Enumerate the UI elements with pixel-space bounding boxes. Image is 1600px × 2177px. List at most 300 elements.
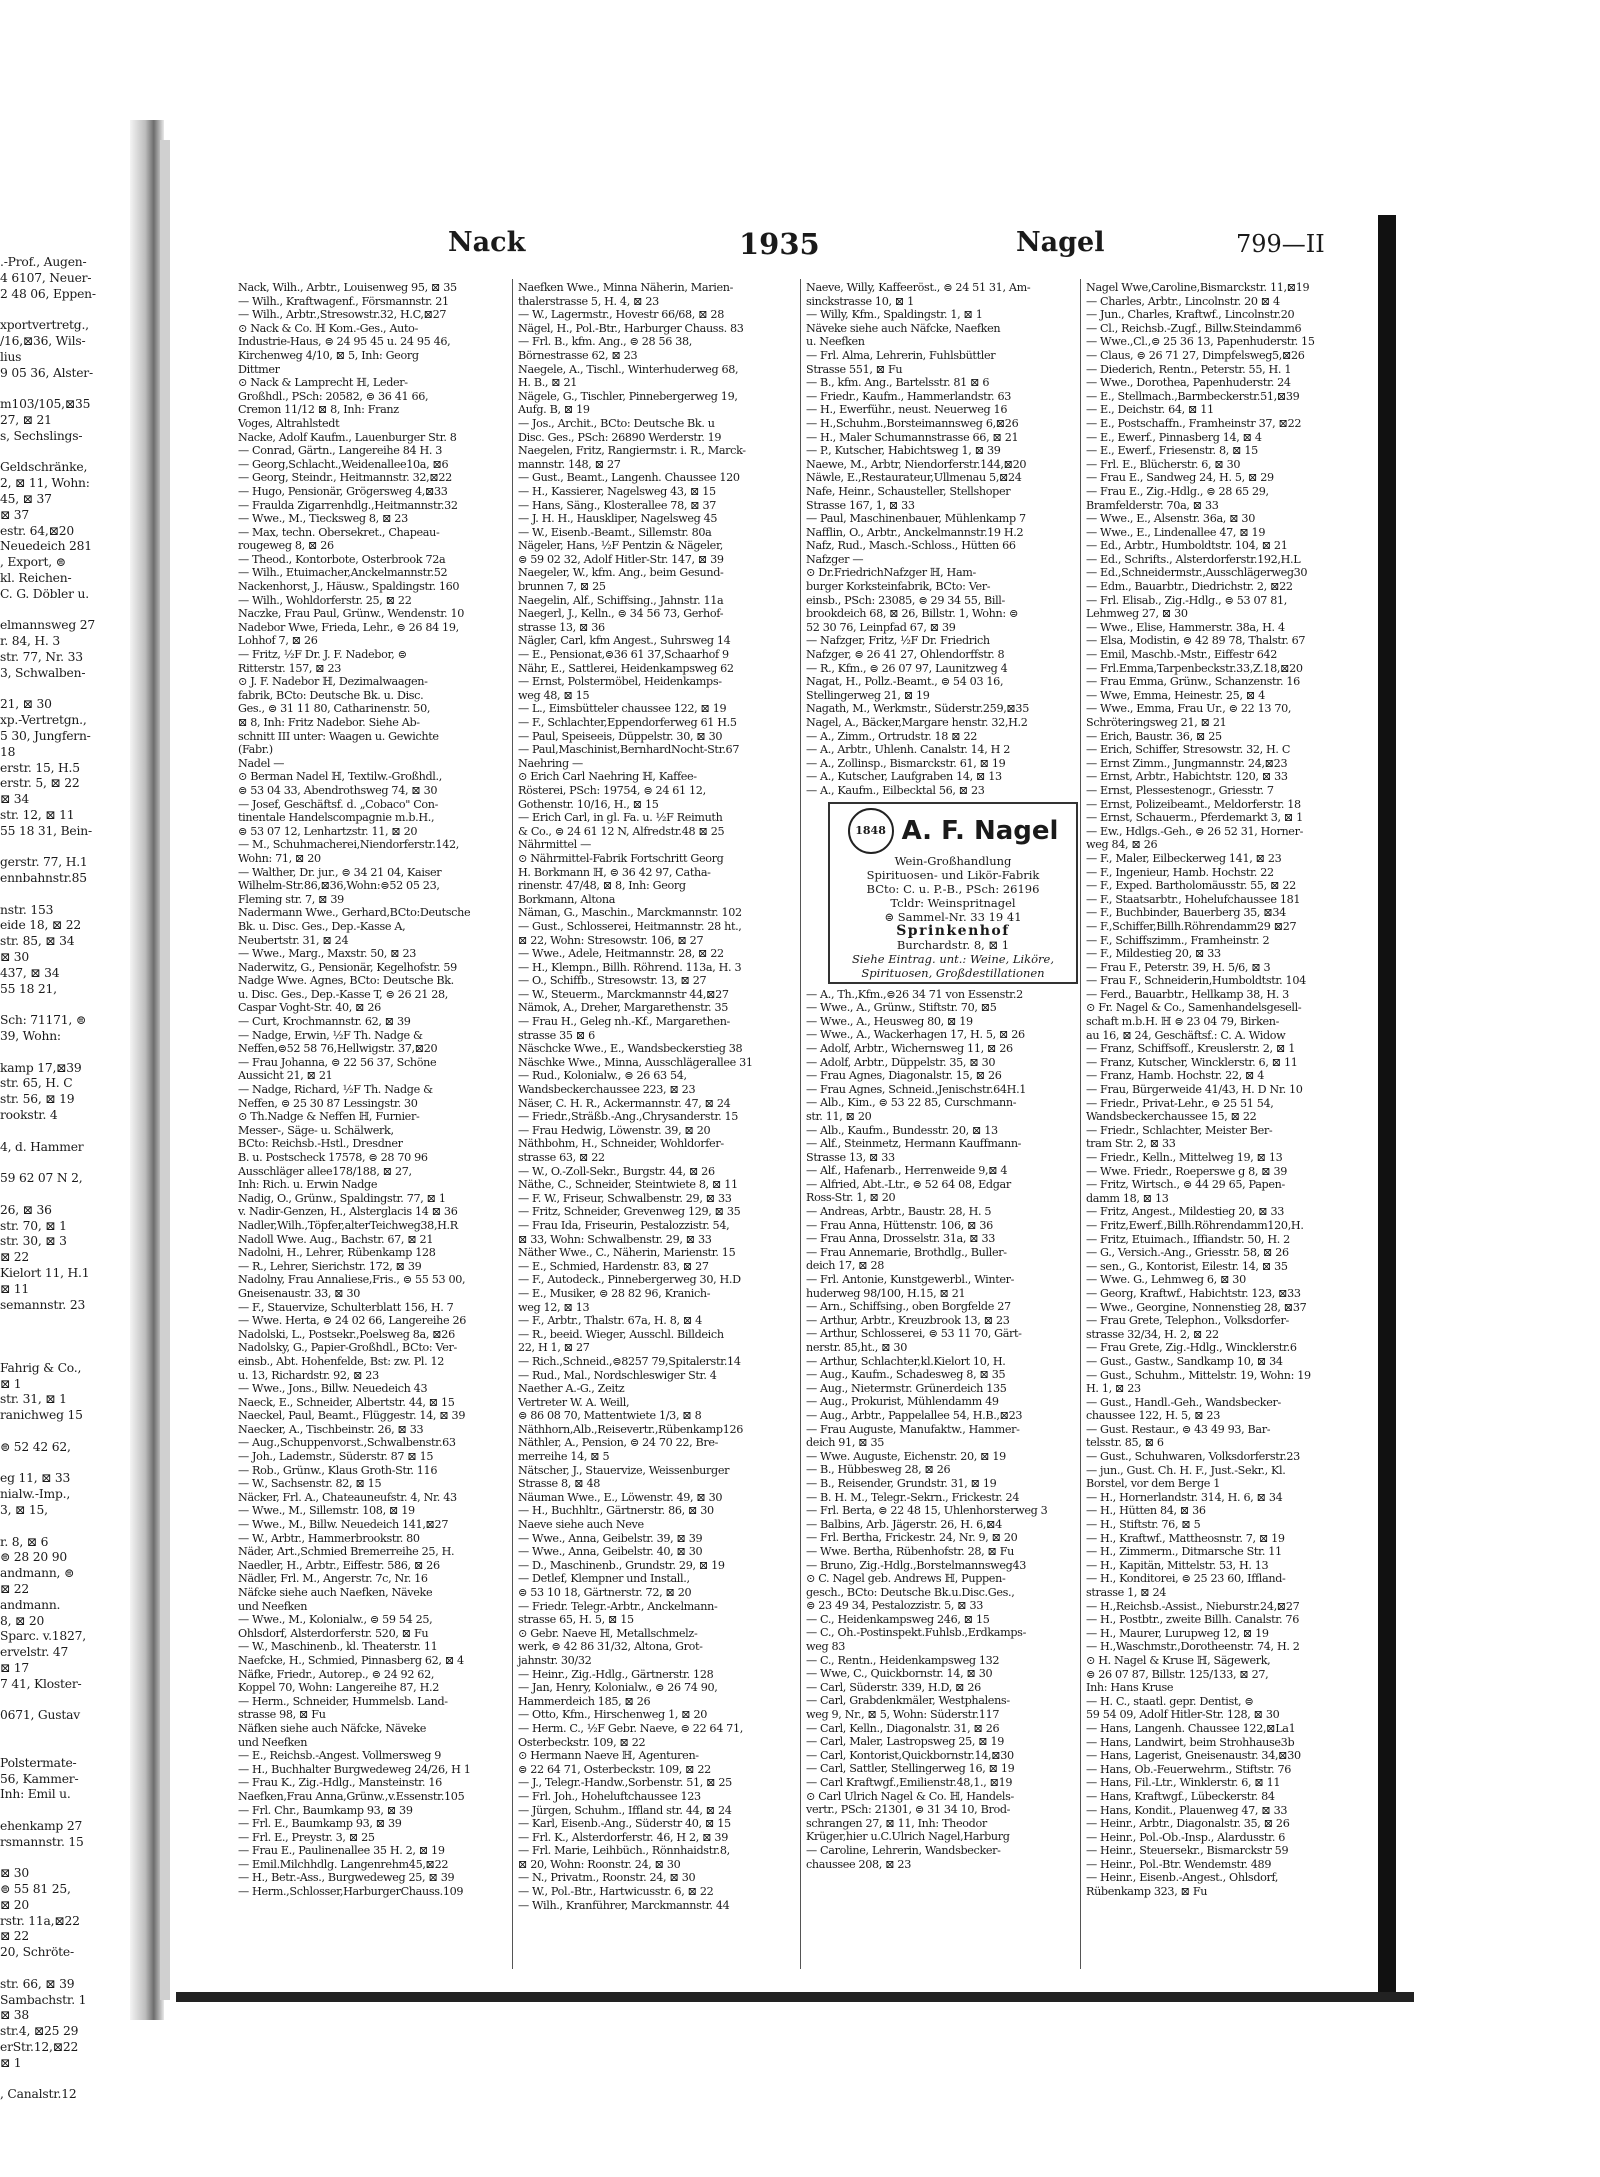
facing-page-line: , Canalstr.12: [0, 2087, 77, 2102]
directory-entry-line: strasse 32/34, H. 2, ⊠ 22: [1086, 1327, 1219, 1341]
facing-page-fragment: [0, 255, 128, 2102]
directory-entry-line: — N., Privatm., Roonstr. 24, ⊠ 30: [518, 1871, 696, 1885]
directory-entry-line: Nährmittel —: [518, 838, 591, 852]
directory-entry-line: Nagath, M., Werkmstr., Süderstr.259,⊠35: [806, 702, 1029, 716]
facing-page-line: 4 6107, Neuer-: [0, 270, 92, 285]
directory-entry-line: merreihe 14, ⊠ 5: [518, 1450, 610, 1464]
directory-entry-line: — H., Hornerlandstr. 314, H. 6, ⊠ 34: [1086, 1490, 1283, 1504]
directory-entry-line: Nacke, Adolf Kaufm., Lauenburger Str. 8: [238, 430, 457, 444]
directory-entry-line: Naegeler, W., kfm. Ang., beim Gesund-: [518, 566, 724, 580]
directory-entry-line: — Heinr., Pol.-Ob.-Insp., Alardusstr. 6: [1086, 1830, 1285, 1844]
directory-entry-line: — Willy, Kfm., Spaldingstr. 1, ⊠ 1: [806, 308, 983, 322]
facing-page-line: [0, 445, 128, 461]
facing-page-line: 5 30, Jungfern-: [0, 728, 91, 743]
directory-entry-line: — Aug.,Schuppenvorst.,Schwalbenstr.63: [238, 1436, 456, 1450]
directory-entry-line: Nadge Wwe. Agnes, BCto: Deutsche Bk.: [238, 974, 454, 988]
directory-entry-line: — Hans, Säng., Klosterallee 78, ⊠ 37: [518, 498, 717, 512]
directory-entry-line: — Jos., Archit., BCto: Deutsche Bk. u: [518, 416, 715, 430]
directory-entry-line: Nagel, A., Bäcker,Margare henstr. 32,H.2: [806, 716, 1028, 729]
directory-entry-line: u. Neefken: [806, 335, 865, 349]
directory-entry-line: — H., Maurer, Lurupweg 12, ⊠ 19: [1086, 1626, 1269, 1640]
directory-entry-line: — Emil.Milchhdlg. Langenrehm45,⊠22: [238, 1857, 449, 1871]
directory-entry-line: — Frl. Marie, Leihbüch., Rönnhaidstr.8,: [518, 1844, 730, 1858]
directory-entry-line: — Wwe., Elise, Hammerstr. 38a, H. 4: [1086, 620, 1285, 634]
directory-entry-line: Cremon 11/12 ⊠ 8, Inh: Franz: [238, 403, 399, 417]
directory-entry-line: — Ernst Zimm., Jungmannstr. 24,⊠23: [1086, 756, 1288, 770]
facing-page-line: [0, 1329, 128, 1345]
facing-page-line: 59 62 07 N 2,: [0, 1171, 83, 1186]
directory-entry-line: Naeckel, Paul, Beamt., Flüggestr. 14, ⊠ 39: [238, 1409, 466, 1423]
directory-entry-line: — Wwe., M., Kolonialw., ⊜ 59 54 25,: [238, 1613, 433, 1627]
facing-page-line: [0, 381, 128, 397]
directory-entry-line: — Hans, Landwirt, beim Strohhause3b: [1086, 1735, 1295, 1749]
directory-entry-line: ⊜ 23 49 34, Pestalozzistr. 5, ⊠ 33: [806, 1599, 984, 1613]
directory-entry-line: — Ernst, Arbtr., Habichtstr. 120, ⊠ 33: [1086, 770, 1288, 784]
directory-entry-line: — C., Heidenkampsweg 246, ⊠ 15: [806, 1612, 990, 1626]
directory-entry-line: — Wwe., A., Wackerhagen 17, H. 5, ⊠ 26: [806, 1028, 1025, 1042]
directory-entry-line: Nägler, Carl, kfm Angest., Suhrsweg 14: [518, 634, 731, 648]
directory-entry-line: — Hans, Lagerist, Gneisenaustr. 34,⊠30: [1086, 1749, 1301, 1763]
directory-entry-line: — Herm.,Schlosser,HarburgerChauss.109: [238, 1885, 464, 1899]
page-edge-shadow: [176, 1992, 1414, 2002]
directory-entry-line: — E., Deichstr. 64, ⊠ 11: [1086, 403, 1214, 417]
directory-entry-line: weg 9, Nr., ⊠ 5, Wohn: Süderstr.117: [806, 1708, 1000, 1722]
directory-entry-line: ⊜ 86 08 70, Mattentwiete 1/3, ⊠ 8: [518, 1409, 702, 1423]
facing-page-line: 39, Wohn:: [0, 1029, 61, 1044]
facing-page-line: andmann, ⊜: [0, 1566, 75, 1581]
directory-entry-line: — Gust., Schuhm., Mittelstr. 19, Wohn: 19: [1086, 1368, 1311, 1382]
directory-entry-line: Aussicht 21, ⊠ 21: [238, 1069, 333, 1083]
directory-entry-line: — Gust., Gastw., Sandkamp 10, ⊠ 34: [1086, 1354, 1283, 1368]
directory-entry-line: — Hans, Ob.-Feuerwehrm., Stiftstr. 76: [1086, 1762, 1291, 1776]
directory-entry-line: — Georg, Steindr., Heitmannstr. 32,⊠22: [238, 471, 452, 485]
facing-page-line: Geldschränke,: [0, 460, 88, 475]
directory-entry-line: Osterbeckstr. 109, ⊠ 22: [518, 1735, 646, 1749]
directory-entry-line: — D., Maschinenb., Grundstr. 29, ⊠ 19: [518, 1558, 725, 1572]
directory-entry-line: — Rob., Grünw., Klaus Groth-Str. 116: [238, 1463, 438, 1477]
directory-entry-line: — Josef, Geschäftsf. d. „Cobaco" Con-: [238, 797, 439, 811]
directory-entry-line: Neubertstr. 31, ⊠ 24: [238, 933, 349, 947]
directory-entry-line: — Frau Grete, Zig.-Hdlg., Wincklerstr.6: [1086, 1341, 1297, 1355]
directory-entry-line: Nadig, O., Grünw., Spaldingstr. 77, ⊠ 1: [238, 1191, 446, 1205]
directory-entry-line: Näfcke siehe auch Naefken, Näveke: [238, 1586, 433, 1599]
directory-entry-line: — A., Zimm., Ortrudstr. 18 ⊠ 22: [806, 729, 978, 743]
directory-entry-line: Bk. u. Disc. Ges., Dep.-Kasse A,: [238, 919, 406, 933]
directory-entry-line: — H., Konditorei, ⊜ 25 23 60, Iffland-: [1086, 1572, 1286, 1586]
facing-page-line: erStr.12,⊠22: [0, 2040, 79, 2055]
directory-entry-line: — Frau Emma, Grünw., Schanzenstr. 16: [1086, 675, 1300, 689]
facing-page-line: lius: [0, 349, 22, 364]
directory-entry-line: strasse 35 ⊠ 6: [518, 1028, 595, 1042]
directory-entry-line: — Ernst, Polizeibeamt., Meldorferstr. 18: [1086, 797, 1301, 811]
facing-page-line: str. 66, ⊠ 39: [0, 1976, 75, 1991]
directory-entry-line: — F. W., Friseur, Schwalbenstr. 29, ⊠ 33: [518, 1191, 732, 1205]
facing-page-line: ⊠ 1: [0, 1376, 22, 1391]
directory-entry-line: — Georg,Schlacht.,Weidenallee10a, ⊠6: [238, 457, 449, 471]
directory-entry-line: — Aug., Arbtr., Pappelallee 54, H.B.,⊠23: [806, 1408, 1023, 1422]
facing-page-line: ⊠ 38: [0, 2008, 30, 2023]
directory-entry-line: — Frl. Alma, Lehrerin, Fuhlsbüttler: [806, 348, 996, 362]
directory-entry-line: — Frl. B., kfm. Ang., ⊜ 28 56 38,: [518, 335, 692, 349]
directory-entry-line: — Nadge, Erwin, ½F Th. Nadge &: [238, 1028, 423, 1042]
directory-entry-line: — E., Ewerf., Pinnasberg 14, ⊠ 4: [1086, 430, 1262, 444]
ad-heading: [836, 808, 1070, 854]
directory-entry-line: ⊙ Nährmittel-Fabrik Fortschritt Georg: [518, 851, 724, 865]
directory-entry-line: — Frau, Bürgerweide 41/43, H. D Nr. 10: [1086, 1083, 1303, 1097]
directory-entry-line: — Ew., Hdlgs.-Geh., ⊜ 26 52 31, Horner-: [1086, 824, 1303, 838]
facing-page-line: [0, 603, 128, 619]
directory-entry-line: — O., Schiffb., Stresowstr. 13, ⊠ 27: [518, 974, 707, 988]
directory-entry-line: ⊜ 53 07 12, Lenhartzstr. 11, ⊠ 20: [238, 824, 418, 838]
directory-entry-line: — Wilh., Kraftwagenf., Försmannstr. 21: [238, 294, 449, 308]
directory-entry-line: Näschcke Wwe., E., Wandsbeckerstieg 38: [518, 1042, 743, 1056]
directory-entry-line: — Wwe., Emma, Frau Ur., ⊜ 22 13 70,: [1086, 702, 1292, 716]
directory-entry-line: Nädler, Frl. M., Angerstr. 7c, Nr. 16: [238, 1572, 428, 1586]
directory-entry-line: — Erich, Baustr. 36, ⊠ 25: [1086, 729, 1222, 743]
directory-entry-line: und Neefken: [238, 1599, 308, 1613]
directory-entry-line: Nadler,Wilh.,Töpfer,alterTeichweg38,H.R: [238, 1218, 458, 1232]
facing-page-line: xportvertretg.,: [0, 318, 89, 333]
ad-building: Sprinkenhof: [896, 922, 1010, 939]
directory-entry-line: ⊙ Fr. Nagel & Co., Samenhandelsgesell-: [1086, 1001, 1302, 1015]
directory-entry-line: — F., Buchbinder, Bauerberg 35, ⊠34: [1086, 906, 1286, 920]
facing-page-line: andmann.: [0, 1597, 61, 1612]
directory-entry-line: Näfken siehe auch Näfcke, Näveke: [238, 1721, 426, 1735]
directory-entry-line: Stellingerweg 21, ⊠ 19: [806, 688, 930, 702]
directory-entry-line: H. Borkmann ℍ, ⊜ 36 42 97, Catha-: [518, 865, 711, 879]
directory-entry-line: — Hans, Fil.-Ltr., Winklerstr. 6, ⊠ 11: [1086, 1776, 1281, 1790]
directory-entry-line: — Arthur, Schlachter,kl.Kielort 10, H.: [806, 1354, 1006, 1368]
directory-entry-line: — W., Arbtr., Hammerbrookstr. 80: [238, 1531, 420, 1545]
facing-page-line: 26, ⊠ 36: [0, 1202, 52, 1217]
directory-entry-line: — G., Versich.-Ang., Griesstr. 58, ⊠ 26: [1086, 1246, 1289, 1260]
directory-entry-line: 22, H 1, ⊠ 27: [518, 1341, 590, 1355]
directory-entry-line: ⊙ H. Nagel & Kruse ℍ, Sägewerk,: [1086, 1653, 1271, 1667]
directory-entry-line: H. 1, ⊠ 23: [1086, 1382, 1141, 1396]
directory-entry-line: — Fritz, Etuimach., Iffiandstr. 50, H. 2: [1086, 1232, 1290, 1246]
directory-entry-line: huderweg 98/100, H.15, ⊠ 21: [806, 1286, 966, 1300]
directory-entry-line: ⊙ Dr.FriedrichNafzger ℍ, Ham-: [806, 566, 976, 580]
directory-entry-line: weg 48, ⊠ 15: [518, 688, 590, 702]
directory-entry-line: — Frau E., Sandweg 24, H. 5, ⊠ 29: [1086, 471, 1274, 485]
directory-entry-line: — C., Rentn., Heidenkampsweg 132: [806, 1653, 1000, 1667]
directory-entry-line: Strasse 13, ⊠ 33: [806, 1150, 895, 1164]
directory-entry-line: Naegerl, J., Kelln., ⊜ 34 56 73, Gerhof-: [518, 607, 724, 621]
directory-entry-line: Naewe, M., Arbtr, Niendorferstr.144,⊠20: [806, 457, 1027, 471]
directory-column-3: [806, 281, 1080, 1871]
directory-entry-line: & Co., ⊜ 24 61 12 N, Alfredstr.48 ⊠ 25: [518, 824, 725, 838]
ad-line: Wein-Großhandlung: [894, 853, 1012, 868]
directory-entry-line: — F., Exped. Bartholomäusstr. 55, ⊠ 22: [1086, 879, 1296, 893]
directory-entry-line: Industrie-Haus, ⊜ 24 95 45 u. 24 95 46,: [238, 335, 451, 349]
directory-entry-line: — W., Sachsenstr. 82, ⊠ 15: [238, 1477, 382, 1491]
directory-entry-line: u. Disc. Ges., Dep.-Kasse T, ⊜ 26 21 28,: [238, 987, 448, 1001]
directory-entry-line: weg 12, ⊠ 13: [518, 1300, 590, 1314]
directory-entry-line: Neffen, ⊜ 25 30 87 Lessingstr. 30: [238, 1096, 418, 1110]
directory-entry-line: Nadel —: [238, 756, 285, 770]
directory-entry-line: jahnstr. 30/32: [518, 1653, 592, 1667]
facing-page-line: str. 31, ⊠ 1: [0, 1392, 67, 1407]
facing-page-line: nialw.-Imp.,: [0, 1487, 71, 1502]
directory-entry-line: — Wwe., A., Grünw., Stiftstr. 70, ⊠5: [806, 1001, 997, 1015]
facing-page-line: , Export, ⊜: [0, 555, 66, 570]
directory-entry-line: ⊙ Th.Nadge & Neffen ℍ, Furnier-: [238, 1110, 420, 1124]
directory-entry-line: — H., Kapitän, Mittelstr. 53, H. 13: [1086, 1558, 1269, 1572]
directory-entry-line: — Ernst, Plessestenogr., Griesstr. 7: [1086, 783, 1274, 797]
directory-entry-line: Voges, Altrahlstedt: [238, 416, 340, 430]
directory-entry-line: — A., Kutscher, Laufgraben 14, ⊠ 13: [806, 770, 1002, 784]
directory-entry-line: — Wwe., M., Billw. Neuedeich 141,⊠27: [238, 1518, 449, 1532]
directory-entry-line: Nadolski, L., Postsekr.,Poelsweg 8a, ⊠26: [238, 1327, 455, 1341]
directory-entry-line: Nägel, H., Pol.-Btr., Harburger Chauss. 83: [518, 321, 744, 335]
facing-page-line: str. 30, ⊠ 3: [0, 1234, 67, 1249]
directory-entry-line: u. 13, Richardstr. 92, ⊠ 23: [238, 1368, 379, 1382]
directory-entry-line: — E., Musiker, ⊜ 28 82 96, Kranich-: [518, 1286, 711, 1300]
directory-entry-line: — W., Maschinenb., kl. Theaterstr. 11: [238, 1640, 438, 1654]
directory-entry-line: vertr., PSch: 21301, ⊜ 31 34 10, Brod-: [806, 1803, 1011, 1817]
directory-entry-line: gesch., BCto: Deutsche Bk.u.Disc.Ges.,: [806, 1585, 1015, 1599]
facing-page-line: [0, 1313, 128, 1329]
directory-column-2: [518, 281, 792, 1912]
facing-page-line: [0, 1187, 128, 1203]
directory-entry-line: — Theod., Kontorbote, Osterbrook 72a: [238, 552, 446, 566]
directory-entry-line: — Edm., Bauarbtr., Diedrichstr. 2, ⊠22: [1086, 580, 1293, 594]
directory-entry-line: — Wwe., M., Sillemstr. 108, ⊠ 19: [238, 1504, 415, 1518]
directory-entry-line: Inh: Hans Kruse: [1086, 1681, 1174, 1695]
directory-entry-line: — Frau K., Zig.-Hdlg., Mansteinstr. 16: [238, 1776, 442, 1790]
directory-entry-line: — Fritz, ½F Dr. J. F. Nadebor, ⊜: [238, 648, 407, 662]
directory-entry-line: 59 54 09, Adolf Hitler-Str. 128, ⊠ 30: [1086, 1708, 1280, 1722]
directory-entry-line: Näser, C. H. R., Ackermannstr. 47, ⊠ 24: [518, 1096, 731, 1110]
directory-entry-line: — E., Postschaffn., Framheinstr 37, ⊠22: [1086, 416, 1302, 430]
directory-entry-line: — Wwe., Anna, Geibelstr. 40, ⊠ 30: [518, 1545, 703, 1559]
directory-entry-line: — Wwe., Anna, Geibelstr. 39, ⊠ 39: [518, 1531, 703, 1545]
page-number: 799—II: [1236, 230, 1325, 258]
directory-entry-line: Schröteringsweg 21, ⊠ 21: [1086, 716, 1227, 729]
directory-entry-line: — R., beeid. Wieger, Ausschl. Billdeich: [518, 1327, 724, 1341]
directory-entry-line: — F., Staatsarbtr., Hohelufchaussee 181: [1086, 892, 1301, 906]
directory-entry-line: — Jürgen, Schuhm., Iffland str. 44, ⊠ 24: [518, 1803, 732, 1817]
directory-entry-line: — F., Autodeck., Pinnebergerweg 30, H.D: [518, 1273, 741, 1287]
directory-entry-line: — H., Postbtr., zweite Billh. Canalstr. 76: [1086, 1613, 1299, 1627]
directory-entry-line: — Aug., Kaufm., Schadesweg 8, ⊠ 35: [806, 1368, 1006, 1382]
ad-line: ⊜ Sammel-Nr. 33 19 41: [884, 909, 1022, 924]
facing-page-line: 21, ⊠ 30: [0, 697, 52, 712]
directory-entry-line: Krüger,hier u.C.Ulrich Nagel,Harburg: [806, 1830, 1010, 1844]
directory-entry-line: — Fritz,Ewerf.,Billh.Röhrendamm120,H.: [1086, 1218, 1304, 1232]
directory-entry-line: fabrik, BCto: Deutsche Bk. u. Disc.: [238, 688, 424, 702]
directory-entry-line: — Wwe. Bertha, Rübenhofstr. 28, ⊠ Fu: [806, 1544, 1015, 1558]
header-first-entry: Nack: [448, 227, 526, 258]
directory-entry-line: — Frl. E., Preystr. 3, ⊠ 25: [238, 1830, 375, 1844]
directory-entry-line: Naether A.-G., Zeitz: [518, 1382, 625, 1396]
facing-page-line: C. G. Döbler u.: [0, 586, 89, 601]
facing-page-line: r. 8, ⊠ 6: [0, 1534, 49, 1549]
facing-page-line: ⊠ 22: [0, 1250, 30, 1265]
directory-entry-line: — Ed., Schrifts., Alsterdorferstr.192,H.L: [1086, 552, 1301, 566]
directory-entry-line: — H. C., staatl. gepr. Dentist, ⊜: [1086, 1694, 1254, 1708]
facing-page-line: ⊠ 22: [0, 1581, 30, 1596]
directory-entry-line: — A., Th.,Kfm.,⊜26 34 71 von Essenstr.2: [806, 987, 1023, 1001]
facing-page-line: [0, 1724, 128, 1740]
directory-entry-line: — Curt, Krochmannstr. 62, ⊠ 39: [238, 1015, 411, 1029]
directory-entry-line: — Herm., Schneider, Hummelsb. Land-: [238, 1694, 448, 1708]
facing-page-line: rookstr. 4: [0, 1108, 58, 1123]
directory-entry-line: — Fritz, Schneider, Grevenweg 129, ⊠ 35: [518, 1205, 741, 1219]
directory-entry-line: — Ernst, Schauerm., Pferdemarkt 3, ⊠ 1: [1086, 811, 1303, 825]
facing-page-line: semannstr. 23: [0, 1297, 86, 1312]
directory-entry-line: — Adolf, Arbtr., Düppelstr. 35, ⊠ 30: [806, 1055, 996, 1069]
facing-page-line: [0, 1456, 128, 1472]
directory-entry-line: telsstr. 85, ⊠ 6: [1086, 1436, 1164, 1450]
directory-entry-line: Näman, G., Maschin., Marckmannstr. 102: [518, 906, 742, 920]
facing-page-line: ⊜ 55 81 25,: [0, 1882, 71, 1897]
directory-entry-line: Bramfelderstr. 70a, ⊠ 33: [1086, 498, 1219, 512]
directory-entry-line: — Frau E., Zig.-Hdlg., ⊜ 28 65 29,: [1086, 484, 1269, 498]
facing-page-line: 0671, Gustav: [0, 1708, 80, 1723]
directory-entry-line: — Charles, Arbtr., Lincolnstr. 20 ⊠ 4: [1086, 294, 1280, 308]
facing-page-line: [0, 839, 128, 855]
directory-entry-line: — Friedr., Privat-Lehr., ⊜ 25 51 54,: [1086, 1096, 1274, 1110]
directory-entry-line: — B. H. M., Telegr.-Sekrn., Frickestr. 24: [806, 1490, 1020, 1504]
directory-entry-line: Näther Wwe., C., Näherin, Marienstr. 15: [518, 1246, 736, 1260]
facing-page-line: Fahrig & Co.,: [0, 1360, 82, 1375]
directory-entry-line: — Ed.,Schneidermstr.,Ausschlägerweg30: [1086, 566, 1308, 580]
facing-page-line: ⊠ 17: [0, 1660, 30, 1675]
directory-entry-line: — Friedr., Schlachter, Meister Ber-: [1086, 1123, 1273, 1137]
directory-entry-line: Naegele, A., Tischl., Winterhuderweg 68,: [518, 362, 739, 376]
directory-entry-line: Großhdl., PSch: 20582, ⊜ 36 41 66,: [238, 389, 429, 403]
directory-entry-line: Kirchenweg 4/10, ⊠ 5, Inh: Georg: [238, 348, 419, 362]
facing-page-line: 4, d. Hammer: [0, 1139, 84, 1154]
facing-page-line: Polstermate-: [0, 1755, 77, 1770]
directory-entry-line: strasse 63, ⊠ 22: [518, 1151, 605, 1164]
founded-seal-icon: 1848: [848, 808, 894, 854]
facing-page-line: 45, ⊠ 37: [0, 491, 52, 506]
directory-entry-line: Naedler, H., Arbtr., Eiffestr. 586, ⊠ 26: [238, 1558, 440, 1572]
directory-entry-line: Borkmann, Altona: [518, 892, 616, 906]
directory-entry-line: — Conrad, Gärtn., Langereihe 84 H. 3: [238, 444, 443, 458]
directory-entry-line: — Carl, Grabdenkmäler, Westphalens-: [806, 1694, 1010, 1708]
facing-page-line: str. 77, Nr. 33: [0, 649, 83, 664]
directory-entry-line: Neffen,⊜52 58 76,Hellwigstr. 37,⊠20: [238, 1042, 438, 1056]
directory-entry-line: — Wwe.,Cl.,⊜ 25 36 13, Papenhuderstr. 15: [1086, 335, 1315, 349]
directory-entry-line: weg 84, ⊠ 26: [1086, 838, 1158, 852]
directory-entry-line: — Heinr., Eisenb.-Angest., Ohlsdorf,: [1086, 1871, 1279, 1885]
directory-entry-line: — Wwe., Jons., Billw. Neuedeich 43: [238, 1382, 428, 1396]
directory-entry-line: — Rich.,Schneid.,⊜8257 79,Spitalerstr.14: [518, 1354, 741, 1368]
directory-entry-line: Nämok, A., Dreher, Margarethenstr. 35: [518, 1001, 728, 1015]
directory-entry-line: — Friedr.,Sträßb.-Ang.,Chrysanderstr. 15: [518, 1110, 739, 1124]
directory-entry-line: — Ed., Arbtr., Humboldtstr. 104, ⊠ 21: [1086, 539, 1288, 553]
directory-entry-line: burger Korksteinfabrik, BCto: Ver-: [806, 580, 991, 594]
nagel-advertisement: [828, 802, 1078, 984]
directory-entry-line: — F., Stauervize, Schulterblatt 156, H. 7: [238, 1300, 454, 1314]
directory-entry-line: — Wwe., A., Heusweg 80, ⊠ 19: [806, 1014, 973, 1028]
directory-entry-line: — Detlef, Klempner und Install.,: [518, 1572, 690, 1586]
page-header: [176, 227, 1376, 267]
directory-entry-line: — Emil, Maschb.-Mstr., Eiffestr 642: [1086, 648, 1277, 662]
directory-entry-line: — H., Hütten 84, ⊠ 36: [1086, 1504, 1206, 1518]
directory-entry-line: Naecker, A., Tischbeinstr. 26, ⊠ 33: [238, 1422, 424, 1436]
directory-entry-line: — H., Betr.-Ass., Burgwedeweg 25, ⊠ 39: [238, 1871, 455, 1885]
directory-entry-line: — M., Schuhmacherei,Niendorferstr.142,: [238, 838, 459, 852]
directory-entry-line: Naehring —: [518, 756, 583, 770]
directory-entry-line: — Gust., Handl.-Geh., Wandsbecker-: [1086, 1395, 1281, 1409]
facing-page-line: ⊠ 11: [0, 1281, 30, 1296]
directory-entry-line: — Heinr., Steuersekr., Bismarckstr 59: [1086, 1844, 1289, 1858]
directory-entry-line: ⊙ Berman Nadel ℍ, Textilw.-Großhdl.,: [238, 770, 442, 784]
directory-entry-line: — Franz, Schiffsoff., Kreuslerstr. 2, ⊠ 1: [1086, 1042, 1295, 1056]
directory-entry-line: — Hans, Langenh. Chaussee 122,⊠La1: [1086, 1721, 1296, 1735]
directory-entry-line: — E., Pensionat,⊜36 61 37,Schaarhof 9: [518, 648, 729, 662]
directory-entry-line: — Nadge, Richard, ½F Th. Nadge &: [238, 1083, 433, 1097]
directory-entry-line: Nadolni, H., Lehrer, Rübenkamp 128: [238, 1246, 436, 1260]
directory-entry-line: — H., Kassierer, Nagelsweg 43, ⊠ 15: [518, 484, 716, 498]
directory-entry-line: — Wilh., Etuimacher,Anckelmannstr.52: [238, 566, 448, 580]
directory-entry-line: Strasse 551, ⊠ Fu: [806, 362, 903, 376]
directory-entry-line: — Carl, Maler, Lastropsweg 25, ⊠ 19: [806, 1735, 1005, 1749]
directory-entry-line: Ausschläger allee178/188, ⊠ 27,: [238, 1164, 412, 1178]
facing-page-line: r. 84, H. 3: [0, 634, 60, 649]
facing-page-line: ehenkamp 27: [0, 1818, 83, 1833]
directory-entry-line: — E., Ewerf., Friesenstr. 8, ⊠ 15: [1086, 444, 1258, 458]
directory-entry-line: mannstr. 148, ⊠ 27: [518, 457, 621, 471]
directory-entry-line: — F., Maler, Eilbeckerweg 141, ⊠ 23: [1086, 851, 1282, 865]
directory-entry-line: — Franz, Kutscher, Wincklerstr. 6, ⊠ 11: [1086, 1055, 1298, 1069]
facing-page-line: Kielort 11, H.1: [0, 1266, 90, 1280]
directory-entry-line: Naderwitz, G., Pensionär, Kegelhofstr. 59: [238, 960, 457, 974]
directory-entry-line: — Arthur, Arbtr., Kreuzbrook 13, ⊠ 23: [806, 1313, 1010, 1327]
directory-entry-line: — Frau Ida, Friseurin, Pestalozzistr. 54,: [518, 1218, 730, 1232]
directory-entry-line: — W., Lagermstr., Hovestr 66/68, ⊠ 28: [518, 308, 724, 322]
header-year: 1935: [739, 227, 820, 261]
directory-entry-line: — Frau Grete, Telephon., Volksdorfer-: [1086, 1314, 1289, 1328]
directory-entry-line: Nadolsky, G., Papier-Großhdl., BCto: Ver-: [238, 1341, 457, 1355]
directory-entry-line: Nack, Wilh., Arbtr., Louisenweg 95, ⊠ 35: [238, 281, 457, 294]
directory-entry-line: — Adolf, Arbtr., Wichernsweg 11, ⊠ 26: [806, 1041, 1013, 1055]
facing-page-line: str. 56, ⊠ 19: [0, 1092, 75, 1107]
facing-page-line: [0, 1124, 128, 1140]
directory-entry-line: Disc. Ges., PSch: 26890 Werderstr. 19: [518, 430, 722, 444]
directory-entry-line: — Frau Johanna, ⊜ 22 56 37, Schöne: [238, 1055, 437, 1069]
directory-entry-line: Näcker, Frl. A., Chateauneufstr. 4, Nr. 43: [238, 1490, 457, 1504]
directory-entry-line: schrangen 27, ⊠ 11, Inh: Theodor: [806, 1816, 987, 1830]
directory-entry-line: — Herm. C., ½F Gebr. Naeve, ⊜ 22 64 71,: [518, 1721, 743, 1735]
directory-entry-line: — Wwe., Georgine, Nonnenstieg 28, ⊠37: [1086, 1300, 1307, 1314]
directory-entry-line: Näthe, C., Schneider, Steintwiete 8, ⊠ 11: [518, 1178, 738, 1192]
directory-entry-line: rinenstr. 47/48, ⊠ 8, Inh: Georg: [518, 879, 686, 893]
directory-entry-line: Nägele, G., Tischler, Pinnebergerweg 19,: [518, 389, 738, 403]
directory-entry-line: H. B., ⊠ 21: [518, 376, 578, 390]
facing-page-line: 18: [0, 744, 16, 759]
directory-entry-line: — Paul, Speiseeis, Düppelstr. 30, ⊠ 30: [518, 729, 723, 743]
directory-entry-line: — Fraulda Zigarrenhdlg.,Heitmannstr.32: [238, 498, 458, 512]
directory-entry-line: — Wwe., E., Lindenallee 47, ⊠ 19: [1086, 525, 1266, 539]
directory-entry-line: — E., Reichsb.-Angest. Vollmersweg 9: [238, 1749, 442, 1763]
directory-entry-line: — Wilh., Arbtr.,Stresowstr.32, H.C,⊠27: [238, 308, 447, 322]
facing-page-line: [0, 302, 128, 318]
directory-entry-line: Gothenstr. 10/16, H., ⊠ 15: [518, 797, 659, 811]
directory-entry-line: — Hans, Kondit., Plauenweg 47, ⊠ 33: [1086, 1803, 1288, 1817]
directory-entry-line: Rösterei, PSch: 19754, ⊜ 24 61 12,: [518, 783, 706, 797]
directory-entry-line: — Wwe, C., Quickbornstr. 14, ⊠ 30: [806, 1667, 993, 1681]
directory-entry-line: — Bruno, Zig.-Hdlg.,Borstelmannsweg43: [806, 1558, 1027, 1572]
directory-entry-line: — Frl. K., Alsterdorferstr. 46, H 2, ⊠ 39: [518, 1830, 728, 1844]
directory-entry-line: Naefken,Frau Anna,Grünw.,v.Essenstr.105: [238, 1789, 465, 1803]
directory-entry-line: B. u. Postscheck 17578, ⊜ 28 70 96: [238, 1151, 428, 1164]
directory-entry-line: Naeck, E., Schneider, Albertstr. 44, ⊠ 15: [238, 1395, 455, 1409]
